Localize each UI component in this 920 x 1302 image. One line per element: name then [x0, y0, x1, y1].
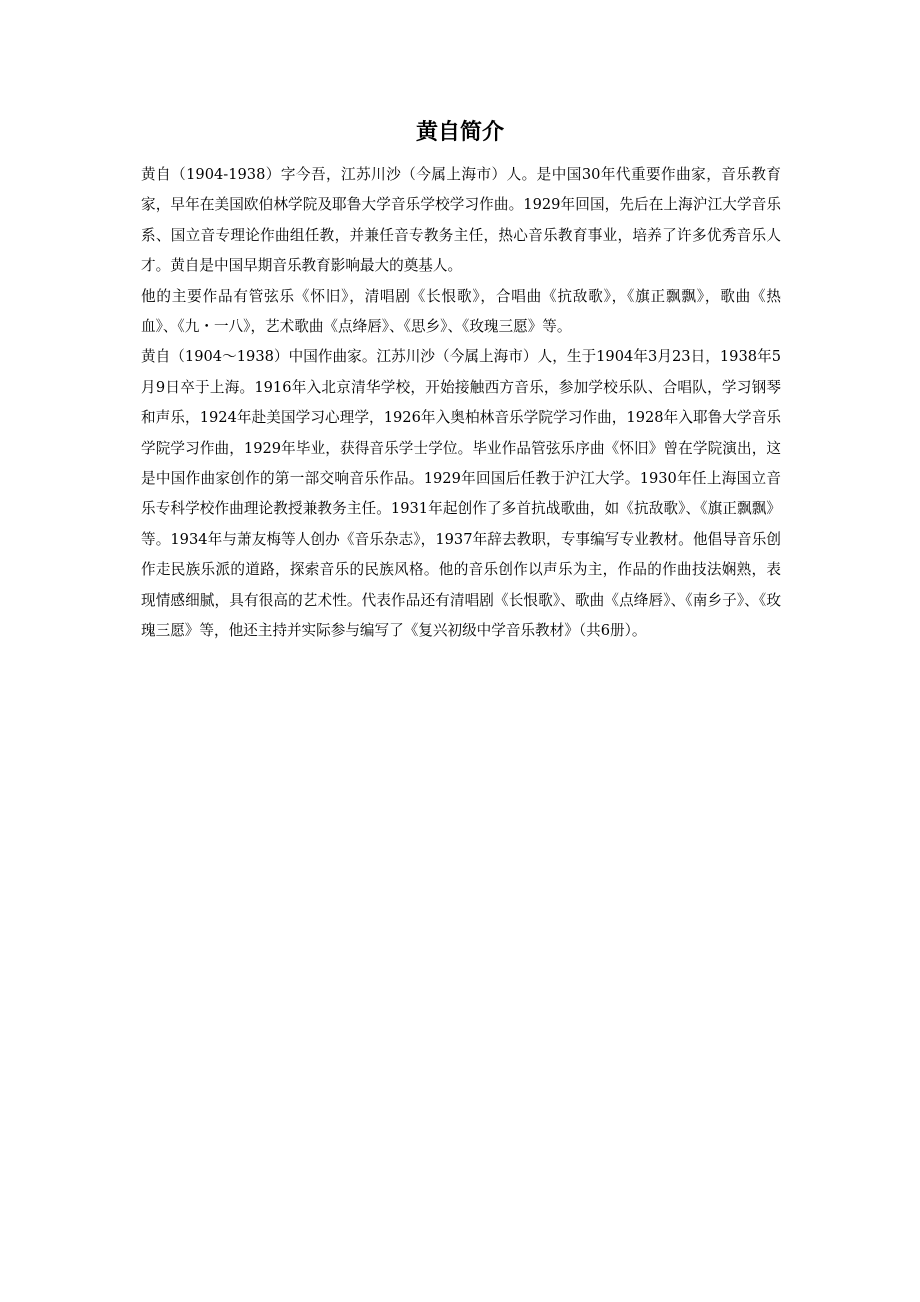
paragraph-works: 他的主要作品有管弦乐《怀旧》，清唱剧《长恨歌》，合唱曲《抗敌歌》，《旗正飘飘》，歌曲《热血》、《九・一八》，艺术歌曲《点绛唇》、《思乡》、《玫瑰三愿》等。 — [141, 287, 781, 336]
paragraph-biography: 黄自（1904～1938）中国作曲家。江苏川沙（今属上海市）人，生于1904年3月23日，1938年5月9日卒于上海。1916年入北京清华学校，开始接触西方音乐，参加学校乐队、合唱队，学习钢琴和声乐，1924年赴美国学习心理学，1926年入奥柏林音乐学院学习作曲，1928年入耶鲁大学音乐学院学习作曲，1929年毕业，获得音乐学士学位。毕业作品管弦乐序曲《怀旧》曾在学院演出，这是中国作曲家创作的第一部交响音乐作品。1929年回国后任教于沪江大学。1930年任上海国立音乐专科学校作曲理论教授兼教务主任。1931年起创作了多首抗战歌曲，如《抗敌歌》、《旗正飘飘》等。1934年与萧友梅等人创办《音乐杂志》，1937年辞去教职，专事编写专业教材。他倡导音乐创作走民族乐派的道路，探索音乐的民族风格。他的音乐创作以声乐为主，作品的作曲技法娴熟，表现情感细腻，具有很高的艺术性。代表作品还有清唱剧《长恨歌》、歌曲《点绛唇》、《南乡子》、《玫瑰三愿》等，他还主持并实际参与编写了《复兴初级中学音乐教材》（共6册）。 — [141, 348, 781, 640]
document-title: 黄自简介 — [415, 120, 504, 145]
paragraph-intro: 黄自（1904-1938）字今吾，江苏川沙（今属上海市）人。是中国30年代重要作曲家，音乐教育家，早年在美国欧伯林学院及耶鲁大学音乐学校学习作曲。1929年回国，先后在上海沪江大学音乐系、国立音专理论作曲组任教，并兼任音专教务主任，热心音乐教育事业，培养了许多优秀音乐人才。黄自是中国早期音乐教育影响最大的奠基人。 — [141, 166, 781, 275]
document-body — [141, 160, 781, 647]
